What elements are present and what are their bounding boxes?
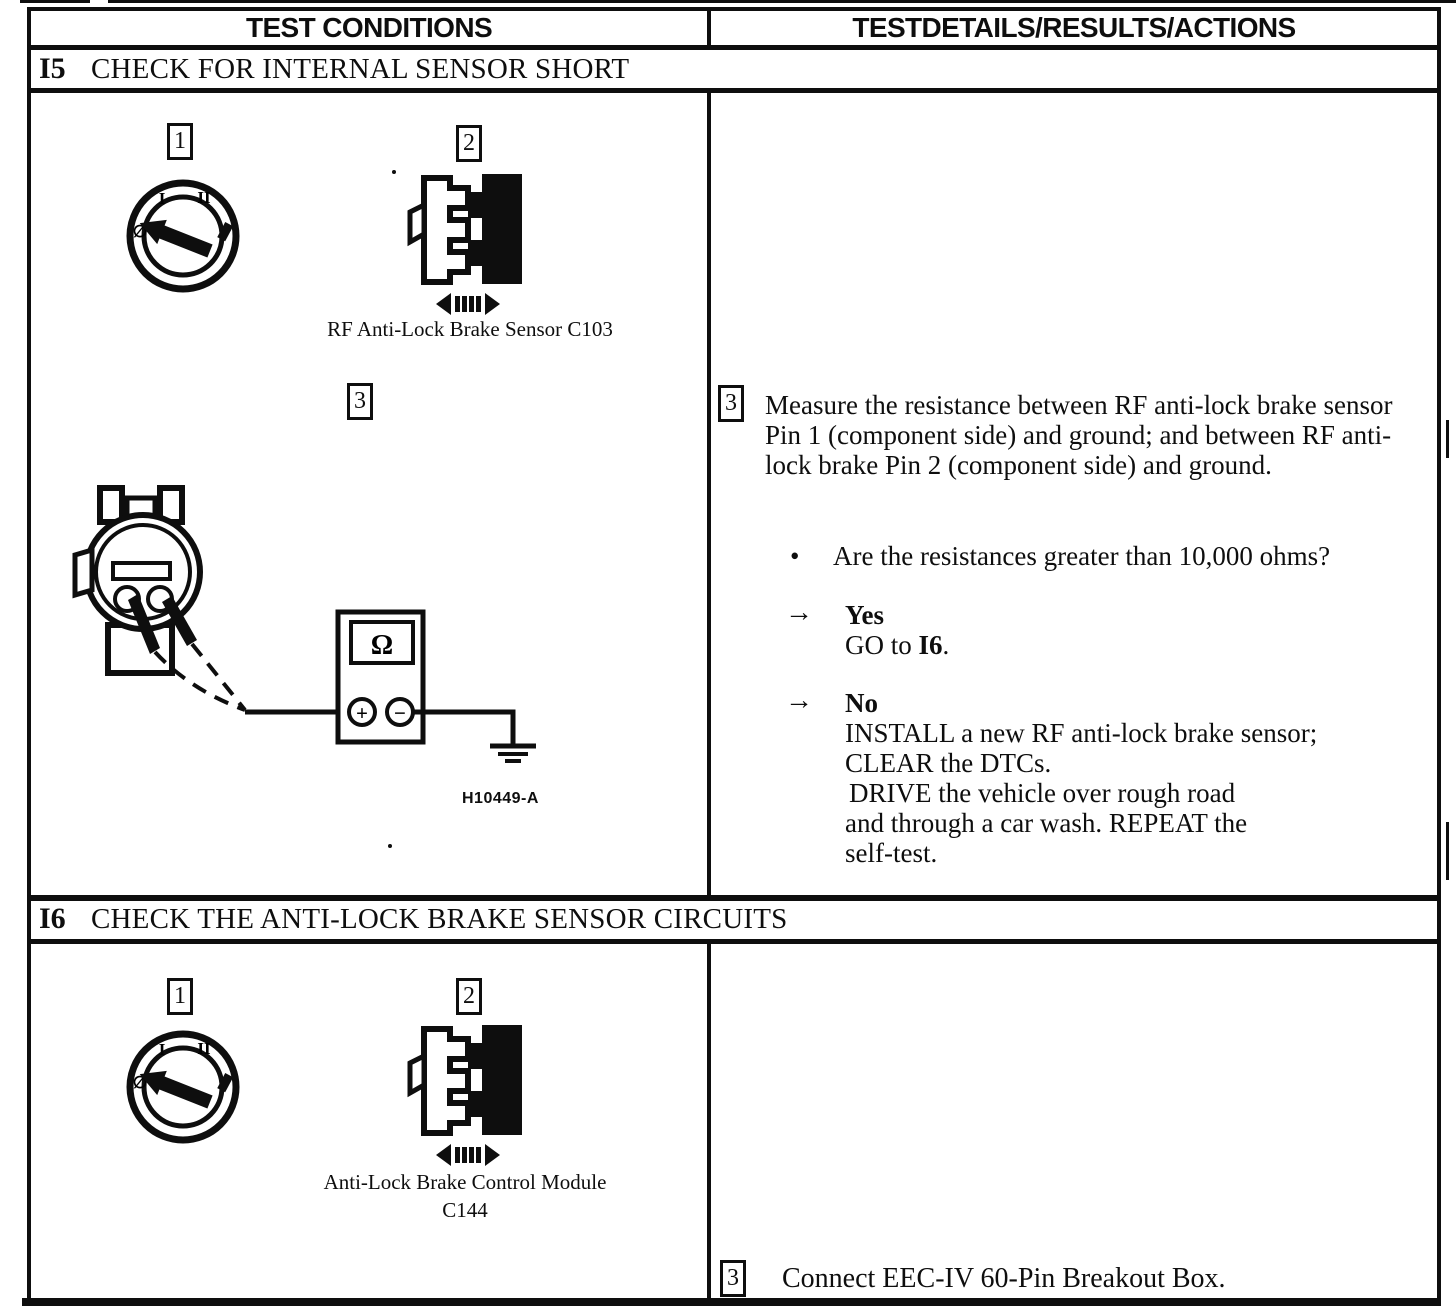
step-number: 3 [354, 388, 366, 414]
step-number: 3 [725, 390, 737, 416]
socket-tooth [468, 240, 484, 266]
disconnect-arrows-icon [436, 293, 500, 315]
step-number-box-1 [167, 123, 193, 160]
yes-action-pre: GO to [845, 630, 919, 660]
minus-terminal: − [394, 701, 406, 725]
ground-wire [413, 712, 513, 744]
i5-question: Are the resistances greater than 10,000 ohms? [833, 541, 1331, 571]
scan-dot [392, 170, 396, 174]
no-actions [845, 718, 1445, 868]
table-border-bottom [22, 1298, 1441, 1306]
connector-disconnect-icon [410, 1023, 530, 1173]
rule-under-i6-title [27, 939, 1441, 944]
step-number-box-3-detail [720, 1260, 746, 1297]
step-number: 1 [174, 983, 186, 1009]
figure-id-label: H10449-A [462, 790, 539, 807]
sensor-connector-label: RF Anti-Lock Brake Sensor C103 [327, 317, 613, 341]
plug-body [424, 1029, 468, 1133]
plug-body [424, 178, 468, 282]
table-border-left [27, 7, 31, 1305]
no-action-line: INSTALL a new RF anti-lock brake sensor; [845, 718, 1318, 748]
step-number-box-2 [456, 978, 482, 1015]
plug-tab [410, 205, 424, 242]
ohm-symbol: Ω [370, 630, 394, 661]
step-number: 1 [174, 128, 186, 154]
yes-action-post: . [942, 630, 950, 660]
module-connector-label-line2: C144 [442, 1198, 488, 1222]
section-id-i5: I5 [39, 52, 66, 85]
arrow-glyph-yes: → [785, 597, 813, 628]
no-label: No [845, 688, 878, 718]
step-number-box-3-detail [718, 385, 744, 422]
socket-body [482, 1025, 522, 1135]
module-connector-label-line1: Anti-Lock Brake Control Module [323, 1170, 607, 1194]
scan-edge-tick [1446, 822, 1449, 880]
no-action-line: and through a car wash. REPEAT the [845, 808, 1248, 838]
sensor-face-icon [75, 488, 200, 673]
dial-tick-acc: I [158, 1040, 166, 1059]
yes-label: Yes [845, 600, 884, 630]
socket-tooth [468, 192, 484, 218]
ignition-key-icon [126, 179, 240, 293]
no-action-line: DRIVE the vehicle over rough road [849, 778, 1236, 808]
rule-under-i5-title [27, 88, 1441, 93]
yes-action [845, 630, 949, 660]
plug-tab [410, 1056, 424, 1093]
section-title-i5: CHECK FOR INTERNAL SENSOR SHORT [91, 52, 630, 85]
table-border-right [1437, 7, 1441, 1305]
step-number: 2 [463, 130, 475, 156]
socket-tooth [468, 1043, 484, 1069]
socket-tooth [468, 1091, 484, 1117]
yes-action-target: I6 [918, 630, 943, 660]
section-row-i6 [31, 900, 1437, 938]
connector-disconnect-icon [410, 172, 530, 322]
scan-top-line [20, 0, 90, 3]
step-number-box-1 [167, 978, 193, 1015]
bullet-glyph: • [790, 541, 800, 571]
no-action-line: CLEAR the DTCs. [845, 748, 1052, 778]
header-cell-test-details [711, 10, 1437, 46]
step-number: 3 [727, 1265, 739, 1291]
header-label-test-conditions: TEST CONDITIONS [245, 12, 493, 43]
no-action-line: self-test. [845, 838, 938, 868]
scan-top-line [108, 0, 1456, 3]
dial-tick-run: II [197, 188, 211, 207]
i6-step3-instruction: Connect EEC-IV 60-Pin Breakout Box. [782, 1263, 1226, 1294]
scan-dot [388, 844, 392, 848]
i5-step3-instruction: Measure the resistance between RF anti-lock brake sensor Pin 1 (component side) and ground; and between RF anti-lock brake Pin 2 (component side) and ground. [765, 390, 1393, 480]
column-divider [707, 93, 711, 895]
step-number: 2 [463, 983, 475, 1009]
sensor-resistance-test-diagram [50, 460, 610, 790]
column-divider [707, 944, 711, 1300]
plus-terminal: + [356, 701, 368, 725]
section-row-i5 [31, 50, 1437, 88]
ground-icon [490, 746, 536, 761]
ignition-key-icon [126, 1030, 240, 1144]
arrow-glyph-no: → [785, 685, 813, 716]
step-number-box-2 [456, 125, 482, 162]
dial-tick-off: ∅ [132, 222, 148, 241]
dial-tick-acc: I [158, 189, 166, 208]
scan-edge-tick [1446, 420, 1449, 458]
multimeter-icon [338, 612, 423, 742]
socket-body [482, 174, 522, 284]
dial-tick-off: ∅ [132, 1073, 148, 1092]
header-cell-test-conditions [31, 10, 707, 46]
header-label-test-details: TESTDETAILS/RESULTS/ACTIONS [852, 12, 1296, 43]
section-id-i6: I6 [39, 902, 66, 935]
dial-tick-run: II [197, 1039, 211, 1058]
section-title-i6: CHECK THE ANTI-LOCK BRAKE SENSOR CIRCUITS [91, 902, 788, 935]
disconnect-arrows-icon [436, 1144, 500, 1166]
step-number-box-3 [347, 383, 373, 420]
